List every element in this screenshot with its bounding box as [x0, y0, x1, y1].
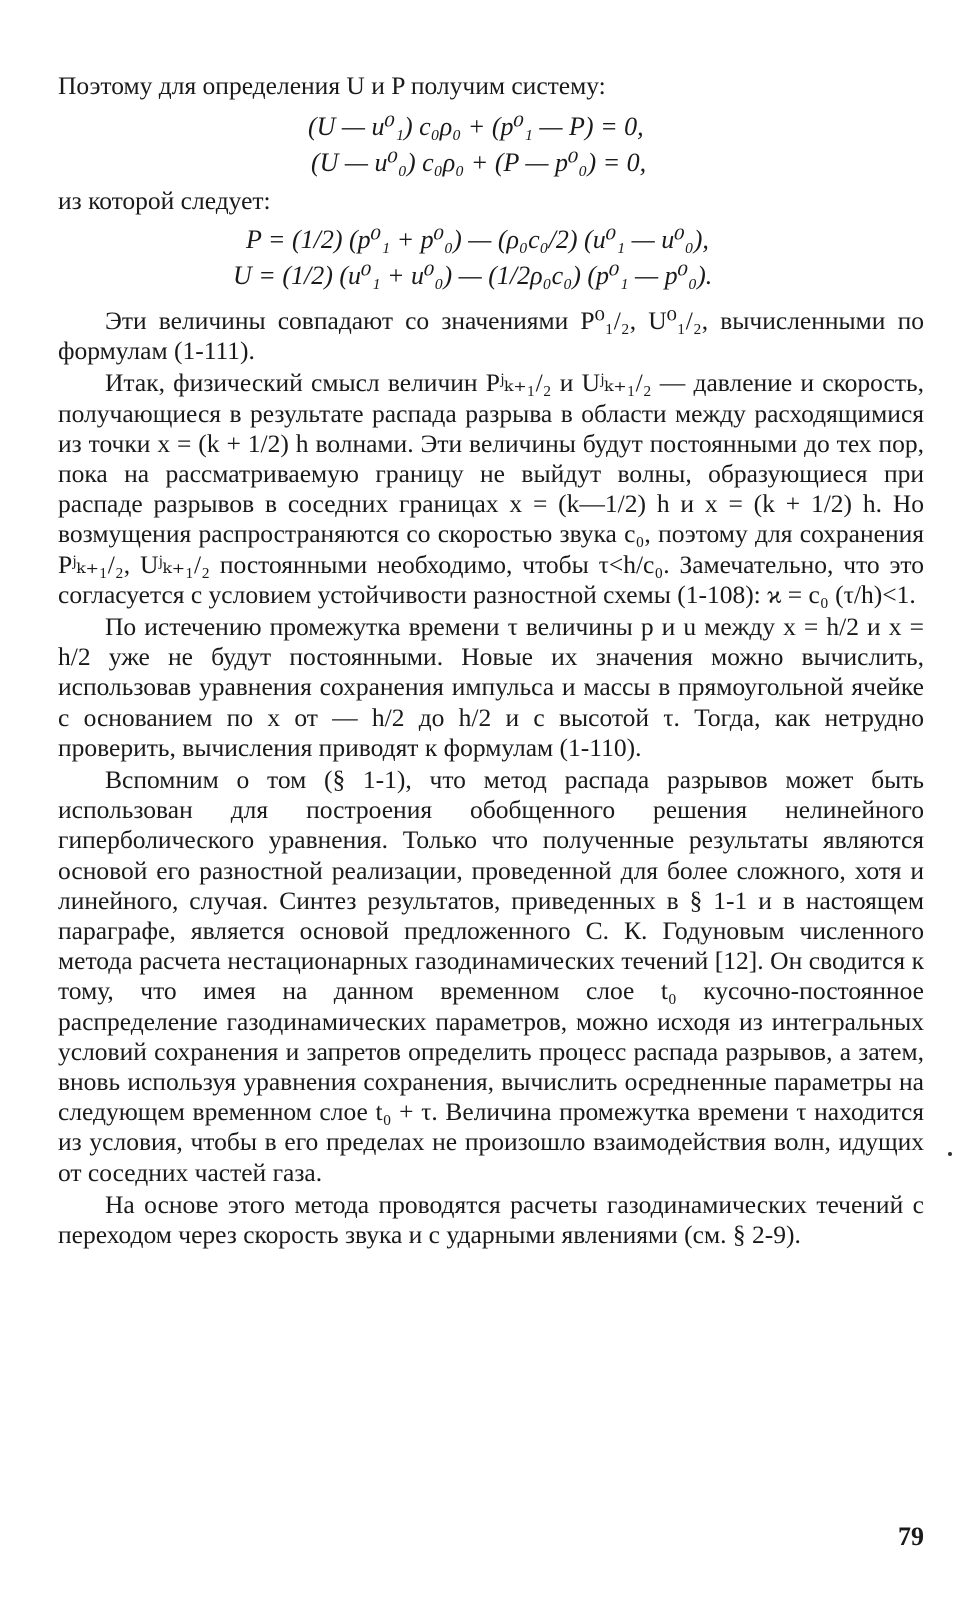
paragraph-1: Эти величины совпадают со значениями P⁰₁/₂, U⁰₁/₂, вычисленными по формулам (1-111).	[58, 306, 924, 366]
margin-dot	[948, 1152, 952, 1156]
paragraph-4: Вспомним о том (§ 1-1), что метод распада разрывов может быть использован для построения обобщенного решения нелинейного гиперболического уравнения. Только что полученные результаты являются основой его разностной реализации, проведенной для более сложного, хотя и линейного, случая. Синтез результатов, приведенных в § 1-1 и в настоящем параграфе, является основой предложенного С. К. Годуновым численного метода расчета нестационарных газодинамических течений [12]. Он сводится к тому, что имея на данном временном слое t₀ кусочно-постоянное распределение газодинамических параметров, можно исходя из интегральных условий сохранения и запретов определить процесс распада разрывов, а затем, вновь используя уравнения сохранения, вычислить осредненные параметры на следующем временном слое t₀ + τ. Величина промежутка времени τ находится из условия, чтобы в его пределах не произошло взаимодействия волн, идущих от соседних частей газа.	[58, 765, 924, 1187]
equation-4: U = (1/2) (u⁰₁ + u⁰₀) — (1/2ρ₀c₀) (p⁰₁ — p⁰₀).	[233, 261, 713, 290]
page-body	[58, 70, 924, 1250]
equation-2: (U — u⁰₀) c₀ρ₀ + (P — p⁰₀) = 0,	[311, 148, 647, 177]
paragraph-3: По истечению промежутка времени τ величины p и u между x = h/2 и x = h/2 уже не будут постоянными. Новые их значения можно вычислить, использовав уравнения сохранения импульса и массы в прямоугольной ячейке с основанием по x от — h/2 до h/2 и с высотой τ. Тогда, как нетрудно проверить, вычисления приводят к формулам (1-110).	[58, 612, 924, 762]
follows-line: из которой следует:	[58, 186, 271, 215]
equation-3: P = (1/2) (p⁰₁ + p⁰₀) — (ρ₀c₀/2) (u⁰₁ — u⁰₀),	[246, 225, 709, 254]
paragraph-2: Итак, физический смысл величин Pʲₖ₊₁/₂ и Uʲₖ₊₁/₂ — давление и скорость, получающиеся в результате распада разрыва в области между расходящимися из точки x = (k + 1/2) h волнами. Эти величины будут постоянными до тех пор, пока на рассматриваемую границу не выйдут волны, образующиеся при распаде разрывов в соседних границах x = (k—1/2) h и x = (k + 1/2) h. Но возмущения распространяются со скоростью звука c₀, поэтому для сохранения Pʲₖ₊₁/₂, Uʲₖ₊₁/₂ постоянными необходимо, чтобы τ<h/c₀. Замечательно, что это согласуется с условием устойчивости разностной схемы (1-108): ϰ = c₀ (τ/h)<1.	[58, 368, 924, 609]
paragraph-5: На основе этого метода проводятся расчеты газодинамических течений с переходом через скорость звука и с ударными явлениями (см. § 2-9).	[58, 1189, 924, 1250]
intro-line: Поэтому для определения U и P получим систему:	[58, 71, 606, 100]
equation-1: (U — u⁰₁) c₀ρ₀ + (p⁰₁ — P) = 0,	[308, 112, 644, 141]
page-number: 79	[898, 1522, 924, 1551]
body-text	[58, 306, 924, 1250]
